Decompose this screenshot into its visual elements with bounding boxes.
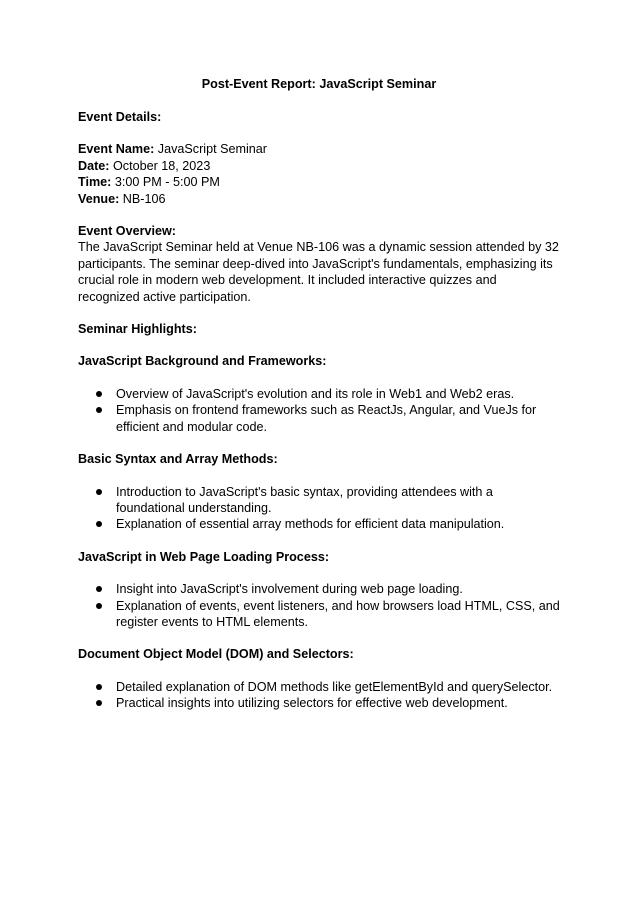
section-heading-page-loading: JavaScript in Web Page Loading Process: (78, 549, 330, 564)
bullet-list (78, 386, 560, 435)
spacer (78, 207, 560, 223)
bullet-list (78, 679, 560, 712)
spacer (78, 630, 560, 646)
seminar-highlights-heading: Seminar Highlights: (78, 322, 197, 337)
spacer (78, 663, 560, 679)
document-title: Post-Event Report: JavaScript Seminar (201, 77, 437, 91)
bullet-icon (96, 391, 102, 397)
list-item-text: Emphasis on frontend frameworks such as ReactJs, Angular, and VueJs for efficient and modular code. (116, 403, 537, 434)
section-heading-syntax: Basic Syntax and Array Methods: (78, 452, 278, 467)
field-label: Time: (78, 175, 112, 190)
bullet-icon (96, 521, 102, 527)
event-details-heading: Event Details: (78, 110, 162, 124)
spacer (78, 468, 560, 484)
list-item-text: Explanation of events, event listeners, and how browsers load HTML, CSS, and register events to HTML elements. (116, 598, 560, 629)
list-item-text: Detailed explanation of DOM methods like getElementById and querySelector. (116, 679, 553, 694)
list-item-text: Overview of JavaScript's evolution and its role in Web1 and Web2 eras. (116, 386, 515, 401)
bullet-icon (96, 407, 102, 413)
field-date (78, 158, 560, 174)
section-heading-background: JavaScript Background and Frameworks: (78, 354, 327, 369)
field-label: Event Name: (78, 142, 155, 157)
event-overview-text: The JavaScript Seminar held at Venue NB-106 was a dynamic session attended by 32 participants. The seminar deep-dived into JavaScript's fundamentals, emphasizing its crucial role in modern web development. It included interactive quizzes and recognized active participation. (78, 240, 559, 304)
spacer (78, 370, 560, 386)
list-item-text: Explanation of essential array methods for efficient data manipulation. (116, 517, 505, 532)
spacer (78, 565, 560, 581)
spacer (78, 435, 560, 451)
bullet-icon (96, 586, 102, 592)
field-event-name (78, 141, 560, 157)
list-item (78, 695, 560, 711)
field-label: Venue: (78, 191, 120, 206)
bullet-icon (96, 684, 102, 690)
bullet-icon (96, 700, 102, 706)
list-item-text: Practical insights into utilizing selectors for effective web development. (116, 696, 508, 711)
bullet-list (78, 484, 560, 533)
field-label: Date: (78, 158, 110, 173)
list-item (78, 484, 560, 517)
field-value: JavaScript Seminar (157, 142, 267, 157)
list-item-text: Introduction to JavaScript's basic syntax, providing attendees with a foundational understanding. (116, 484, 493, 515)
list-item (78, 581, 560, 597)
field-venue (78, 191, 560, 207)
bullet-list (78, 581, 560, 630)
section-heading-dom: Document Object Model (DOM) and Selectors: (78, 647, 354, 662)
list-item (78, 679, 560, 695)
event-overview-heading: Event Overview: (78, 224, 176, 239)
field-value: October 18, 2023 (113, 158, 211, 173)
document-content (78, 76, 560, 712)
spacer (78, 533, 560, 549)
spacer (78, 337, 560, 353)
spacer (78, 125, 560, 141)
list-item (78, 402, 560, 435)
list-item (78, 516, 560, 532)
spacer (78, 305, 560, 321)
bullet-icon (96, 603, 102, 609)
list-item (78, 598, 560, 631)
list-item (78, 386, 560, 402)
field-time (78, 174, 560, 190)
bullet-icon (96, 489, 102, 495)
field-value: NB-106 (122, 191, 166, 206)
field-value: 3:00 PM - 5:00 PM (114, 175, 220, 190)
list-item-text: Insight into JavaScript's involvement during web page loading. (116, 582, 463, 597)
